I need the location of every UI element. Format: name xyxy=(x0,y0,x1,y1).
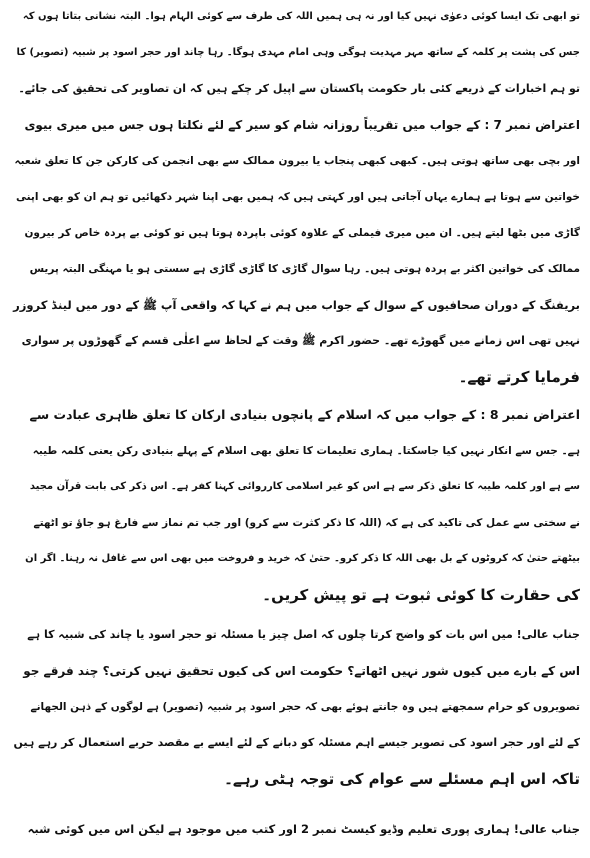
text-line: اعتراض نمبر 8 : کے جواب میں کہ اسلام کے پانچوں بنیادی ارکان کا تعلق ظاہری عبادت سے xyxy=(29,407,580,422)
text-line: کی حقارت کا کوئی ثبوت ہے تو پیش کریں۔ xyxy=(262,586,580,604)
text-line: جس کی پشت پر کلمہ کے ساتھ مہر مہدیت ہوگی وہی امام مہدی ہوگا۔ رہا چاند اور حجر اسود پر شبیہ (تصویر) کا xyxy=(16,47,580,58)
text-line: جناب عالی! ہماری پوری تعلیم وڈیو کیسٹ نمبر 2 اور کتب میں موجود ہے لیکن اس میں کوئی شبہ xyxy=(27,822,580,836)
text-line: سے ہے اور کلمہ طیبہ کا تعلق ذکر سے ہے اس کو غیر اسلامی کارروائی کہنا کفر ہے۔ اس ذکر کی بابت قرآن مجید xyxy=(29,481,580,492)
text-line: نے سختی سے عمل کی تاکید کی ہے کہ (اللہ کا ذکر کثرت سے کرو) اور جب تم نماز سے فارغ ہو جاؤ تو اٹھتے xyxy=(33,517,580,529)
text-line: بیٹھتے حتیٰ کہ کروٹوں کے بل بھی اللہ کا ذکر کرو۔ حتیٰ کہ خرید و فروخت میں بھی اس سے غافل نہ رہنا۔ اگر ان xyxy=(25,553,580,564)
text-line: ہے۔ جس سے انکار نہیں کیا جاسکتا۔ ہماری تعلیمات کا تعلق بھی اسلام کے پہلے بنیادی رکن یعنی کلمہ طیبہ xyxy=(32,445,580,457)
text-line: اعتراض نمبر 7 : کے جواب میں تقریباً روزانہ شام کو سیر کے لئے نکلتا ہوں جس میں میری بیوی xyxy=(24,118,580,132)
text-line: خواتین سے ہوتا ہے ہمارے یہاں آجاتی ہیں اور کہتی ہیں کہ ہمیں بھی اپنا شہر دکھائیں تو ہم ان کو بھی اپنی xyxy=(16,191,580,203)
text-line: اور بچی بھی ساتھ ہوتی ہیں۔ کبھی کبھی پنجاب یا بیرون ممالک سے بھی انجمن کی کارکن جن کا تعلق شعبہ xyxy=(14,155,580,167)
text-line: کے لئے اور حجر اسود کی تصویر جیسے اہم مسئلہ کو دبانے کے لئے ایسے بے مقصد حربے استعمال کر رہے ہیں xyxy=(13,736,580,749)
text-line: تصویروں کو حرام سمجھتے ہیں وہ جانتے ہوئے بھی کہ حجر اسود پر شبیہ (تصویر) ہے لوگوں کے ذہن الجھانے xyxy=(30,701,580,713)
text-line: گاڑی میں بٹھا لیتے ہیں۔ ان میں میری فیملی کے علاوہ کوئی باپردہ ہوتا ہیں تو کوئی بے پردہ خاص کر بیرون xyxy=(24,227,580,239)
text-line: تاکہ اس اہم مسئلے سے عوام کی توجہ ہٹی رہے۔ xyxy=(224,770,580,788)
text-line: نہیں تھی اس زمانے میں گھوڑے تھے۔ حضور اکرم ﷺ وقت کے لحاظ سے اعلٰی قسم کے گھوڑوں پر سواری xyxy=(21,334,580,347)
text-line: اس کے بارے میں کیوں شور نہیں اٹھاتے؟ حکومت اس کی کیوں تحقیق نہیں کرتی؟ چند فرقے جو xyxy=(23,664,580,678)
text-line: فرمایا کرتے تھے۔ xyxy=(458,368,580,386)
text-line: ممالک کی خواتین اکثر بے پردہ ہوتی ہیں۔ رہا سوال گاڑی کا گاڑی گاڑی ہے سستی ہو یا مہنگی البتہ پریس xyxy=(29,263,580,275)
text-line: بریفنگ کے دوران صحافیوں کے سوال کے جواب میں ہم نے کہا کہ واقعی آپ ﷺ کے دور میں لینڈ کروزر xyxy=(13,298,580,312)
text-line: جناب عالی! میں اس بات کو واضح کرتا چلوں کہ اصل چیز یا مسئلہ تو حجر اسود یا چاند کی شبیہ کا ہے xyxy=(27,628,580,641)
text-line: تو ہم اخبارات کے ذریعے کئی بار حکومت پاکستان سے اپیل کر چکے ہیں کہ ان تصاویر کی تحقیق کی جائے۔ xyxy=(18,82,580,95)
text-line: تو ابھی تک ایسا کوئی دعوٰی نہیں کیا اور نہ ہی ہمیں اللہ کی طرف سے کوئی الہام ہوا۔ البتہ نشانی بتاتا ہوں کہ xyxy=(22,11,580,22)
